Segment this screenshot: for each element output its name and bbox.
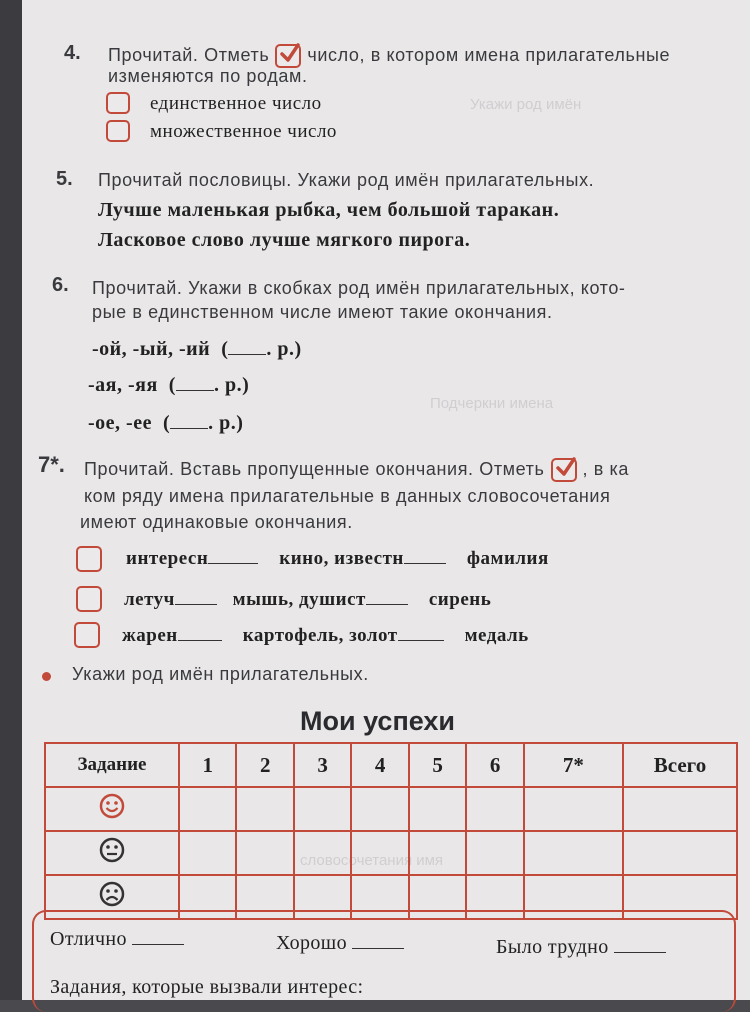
footer-good [276,932,404,955]
task-4-text-a: Прочитай. Отметь [108,44,270,65]
answer-blank[interactable] [614,952,666,953]
paren-open: ( [168,374,176,396]
footer-interest: Задания, которые вызвали интерес: [50,976,364,998]
smile-icon [99,793,125,819]
score-cell[interactable] [409,787,466,831]
task-7-text-line1 [84,458,629,482]
endings: -ое, -ее [88,412,152,434]
task-4-checkbox-2[interactable] [106,120,130,142]
label: Отлично [50,928,127,950]
check-icon [275,44,301,68]
task-7-checkbox-1[interactable] [76,546,102,572]
task-7-row-3 [122,625,529,647]
face-cell [45,787,179,831]
sad-face-icon [99,881,125,907]
word: картофель, золот [242,625,398,646]
paren-open: ( [162,412,171,434]
results-header-row [45,743,737,787]
page-edge [0,0,22,1000]
word: интересн [126,548,209,569]
task-7-checkbox-3[interactable] [74,622,100,648]
task-4-option-2: множественное число [150,121,337,142]
score-cell[interactable] [524,787,623,831]
task-7-text-line2: ком ряду имена прилагательные в данных словосочетания [84,486,611,506]
answer-blank[interactable] [178,640,222,641]
word: кино, известн [279,548,404,569]
header-cell: 1 [179,743,236,787]
label: Хорошо [276,932,347,954]
task-7-text-b: , в ка [582,458,629,479]
answer-blank[interactable] [228,354,266,355]
score-cell[interactable] [236,831,293,875]
task-6-row-2 [88,374,249,397]
task-6-number: 6. [52,274,69,296]
score-cell[interactable] [466,787,523,831]
task-7-row-1 [126,548,549,570]
score-cell[interactable] [524,831,623,875]
word: мышь, душист [232,589,366,610]
answer-blank[interactable] [366,604,408,605]
score-cell[interactable] [179,787,236,831]
task-7-bullet-text: Укажи род имён прилагательных. [72,664,369,684]
header-cell: 6 [466,743,523,787]
task-6-text-line2: рые в единственном числе имеют такие окончания. [92,302,553,322]
results-title: Мои успехи [300,706,456,736]
score-cell[interactable] [236,787,293,831]
check-icon [551,458,577,482]
score-cell[interactable] [179,831,236,875]
word: летуч [124,589,175,610]
task-7-number: 7*. [38,452,65,477]
paren-close: . р.) [208,412,244,434]
answer-blank[interactable] [208,563,258,564]
answer-blank[interactable] [352,948,404,949]
answer-blank[interactable] [175,604,217,605]
score-cell[interactable] [623,831,737,875]
answer-blank[interactable] [398,640,444,641]
footer-hard [496,936,666,959]
task-4-text-line2: изменяются по родам. [108,66,308,86]
score-cell[interactable] [294,831,351,875]
task-4-option-1: единственное число [150,93,322,114]
task-7-text-a: Прочитай. Вставь пропущенные окончания. Отметь [84,458,545,479]
task-4-text-b: число, в котором имена прилагательные [307,44,671,65]
header-cell: 7* [524,743,623,787]
score-cell[interactable] [623,787,737,831]
score-cell[interactable] [294,787,351,831]
results-row-neutral [45,831,737,875]
header-cell: 3 [294,743,351,787]
task-7-text-line3: имеют одинаковые окончания. [80,512,353,532]
endings: -ая, -яя [88,374,158,396]
word: медаль [464,625,529,646]
answer-blank[interactable] [404,563,446,564]
score-cell[interactable] [351,831,408,875]
answer-blank[interactable] [132,944,184,945]
word: сирень [428,589,492,610]
neutral-face-icon [99,837,125,863]
task-5-text: Прочитай пословицы. Укажи род имён прилагательных. [98,170,595,190]
paren-close: . р.) [213,374,250,396]
task-6-row-3 [88,412,243,435]
task-4-number: 4. [64,42,81,64]
score-cell[interactable] [466,831,523,875]
results-table [44,742,738,920]
endings: -ой, -ый, -ий [92,338,211,360]
answer-blank[interactable] [170,428,208,429]
header-cell: Всего [623,743,737,787]
word: фамилия [466,548,549,569]
score-cell[interactable] [351,787,408,831]
task-5-number: 5. [56,168,73,190]
bullet-icon [42,672,51,681]
task-4-checkbox-1[interactable] [106,92,130,114]
task-7-row-2 [124,589,491,611]
task-4-text-line1 [108,44,670,68]
task-6-row-1 [92,338,302,361]
header-cell: Задание [45,743,179,787]
task-5-proverb-1: Лучше маленькая рыбка, чем большой таракан. [98,199,560,221]
paren-open: ( [221,338,229,360]
face-cell [45,831,179,875]
header-cell: 4 [351,743,408,787]
header-cell: 5 [409,743,466,787]
word: жарен [122,625,178,646]
results-row-happy [45,787,737,831]
paren-close: . р.) [266,338,302,360]
label: Было трудно [496,936,609,958]
task-6-text-line1: Прочитай. Укажи в скобках род имён прилагательных, кото- [92,278,626,298]
task-7-checkbox-2[interactable] [76,586,102,612]
header-cell: 2 [236,743,293,787]
task-5-proverb-2: Ласковое слово лучше мягкого пирога. [98,229,471,251]
answer-blank[interactable] [176,390,214,391]
footer-excellent [50,928,184,951]
score-cell[interactable] [409,831,466,875]
